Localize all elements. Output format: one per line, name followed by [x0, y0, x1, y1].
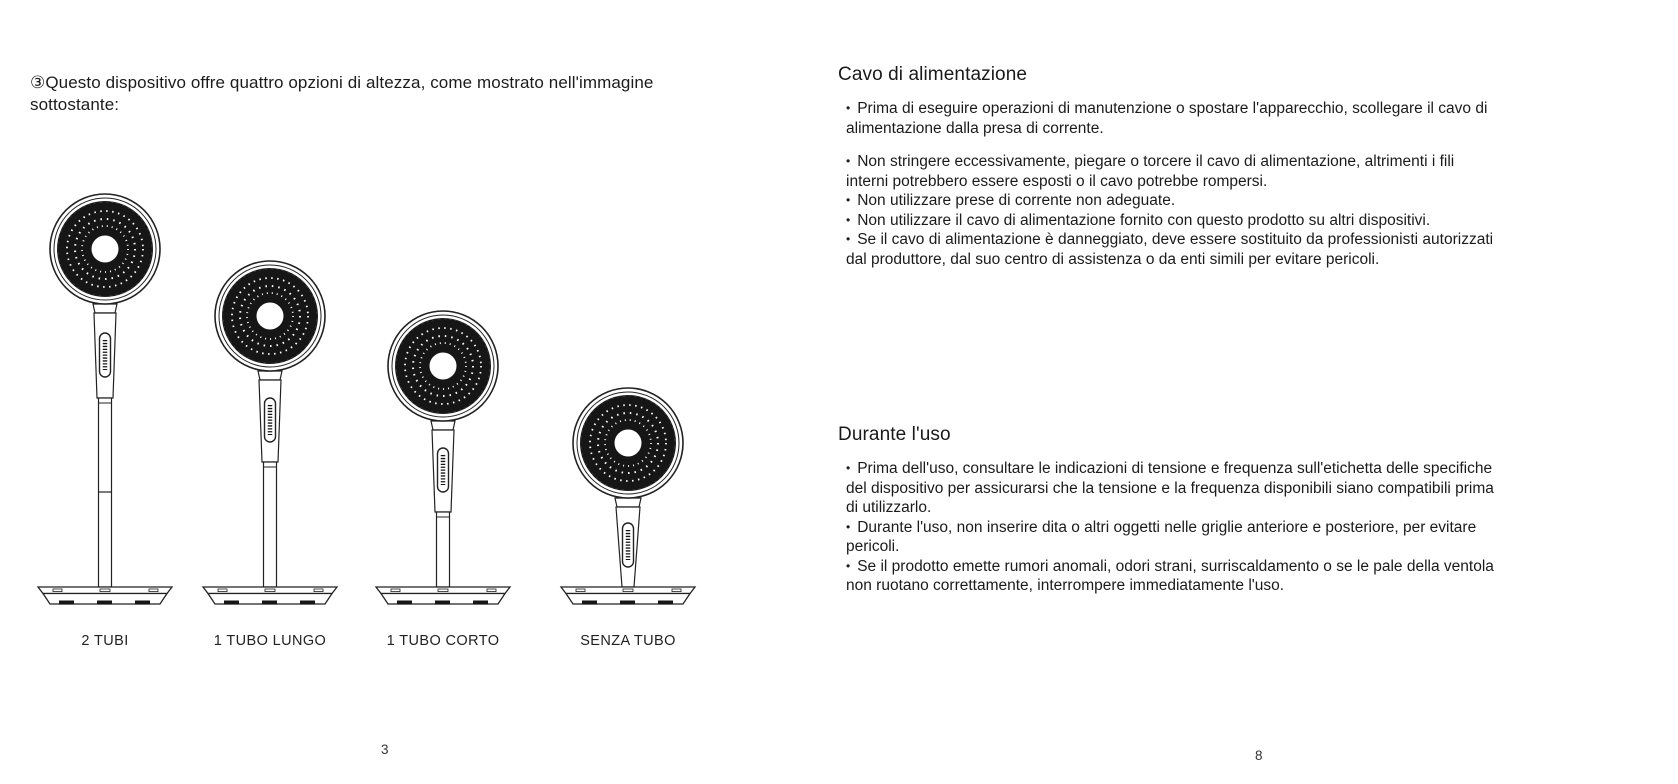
bullet-list-cavo — [838, 99, 1496, 269]
bullet-dot-icon: • — [846, 519, 851, 534]
bullet-text: Durante l'uso, non inserire dita o altri oggetti nelle griglie anteriore e posteriore, per evitare pericoli. — [846, 518, 1477, 555]
bullet-text: Prima di eseguire operazioni di manutenzione o spostare l'apparecchio, scollegare il cavo di alimentazione dalla presa di corrente. — [846, 100, 1488, 137]
bullet-item — [846, 557, 1496, 596]
bullet-item — [846, 211, 1496, 231]
section-durante-luso — [838, 424, 1496, 596]
bullet-text: Prima dell'uso, consultare le indicazioni di tensione e frequenza sull'etichetta delle specifiche del dispositivo per assicurarsi che la tensione e la frequenza disponibili siano compatibili prima di utilizzarlo. — [846, 460, 1494, 516]
fan-drawing-2-tubi — [38, 194, 172, 605]
section-cavo-di-alimentazione — [838, 64, 1496, 269]
bullet-item — [846, 99, 1496, 138]
fan-label-2-tubi: 2 TUBI — [81, 633, 129, 649]
bullet-item — [846, 191, 1496, 211]
bullet-dot-icon: • — [846, 461, 851, 475]
fan-drawing-1-tubo-lungo — [203, 261, 337, 605]
bullet-item — [846, 152, 1496, 191]
bullet-dot-icon: • — [846, 558, 851, 573]
section-heading-durante: Durante l'uso — [838, 424, 951, 445]
fan-drawing-1-tubo-corto — [376, 311, 510, 605]
bullet-dot-icon: • — [846, 154, 851, 168]
bullet-text: Se il prodotto emette rumori anomali, odori strani, surriscaldamento o se le pale della ventola non ruotano correttamente, interrompere immediatamente l'uso. — [846, 557, 1494, 594]
intro-text: ③Questo dispositivo offre quattro opzioni di altezza, come mostrato nell'immagine sottostante: — [30, 73, 654, 114]
bullet-dot-icon: • — [846, 232, 851, 246]
bullet-text: Non stringere eccessivamente, piegare o torcere il cavo di alimentazione, altrimenti i fili interni potrebbero essere esposti o il cavo potrebbe rompersi. — [846, 153, 1455, 190]
bullet-dot-icon: • — [846, 101, 851, 115]
bullet-text: Non utilizzare prese di corrente non adeguate. — [857, 192, 1176, 209]
bullet-dot-icon: • — [846, 193, 851, 207]
fan-drawing-senza-tubo — [561, 388, 695, 605]
fan-label-1-tubo-lungo: 1 TUBO LUNGO — [213, 633, 327, 649]
page-number-left: 3 — [381, 742, 389, 757]
bullet-item — [846, 518, 1496, 557]
section-heading-cavo: Cavo di alimentazione — [838, 64, 1028, 85]
bullet-text: Se il cavo di alimentazione è danneggiato, deve essere sostituito da professionisti autorizzati dal produttore, dal suo centro di assistenza o da enti simili per evitare pericoli. — [846, 231, 1494, 268]
bullet-text: Non utilizzare il cavo di alimentazione fornito con questo prodotto su altri dispositivi. — [857, 211, 1431, 229]
bullet-item — [846, 230, 1496, 269]
page-number-right: 8 — [1255, 748, 1263, 763]
fan-height-options-figure — [0, 0, 780, 784]
fan-label-1-tubo-corto: 1 TUBO CORTO — [386, 633, 500, 649]
fan-label-senza-tubo: SENZA TUBO — [580, 633, 676, 649]
bullet-list-durante — [838, 459, 1496, 596]
bullet-item — [846, 459, 1496, 518]
bullet-dot-icon: • — [846, 212, 851, 227]
